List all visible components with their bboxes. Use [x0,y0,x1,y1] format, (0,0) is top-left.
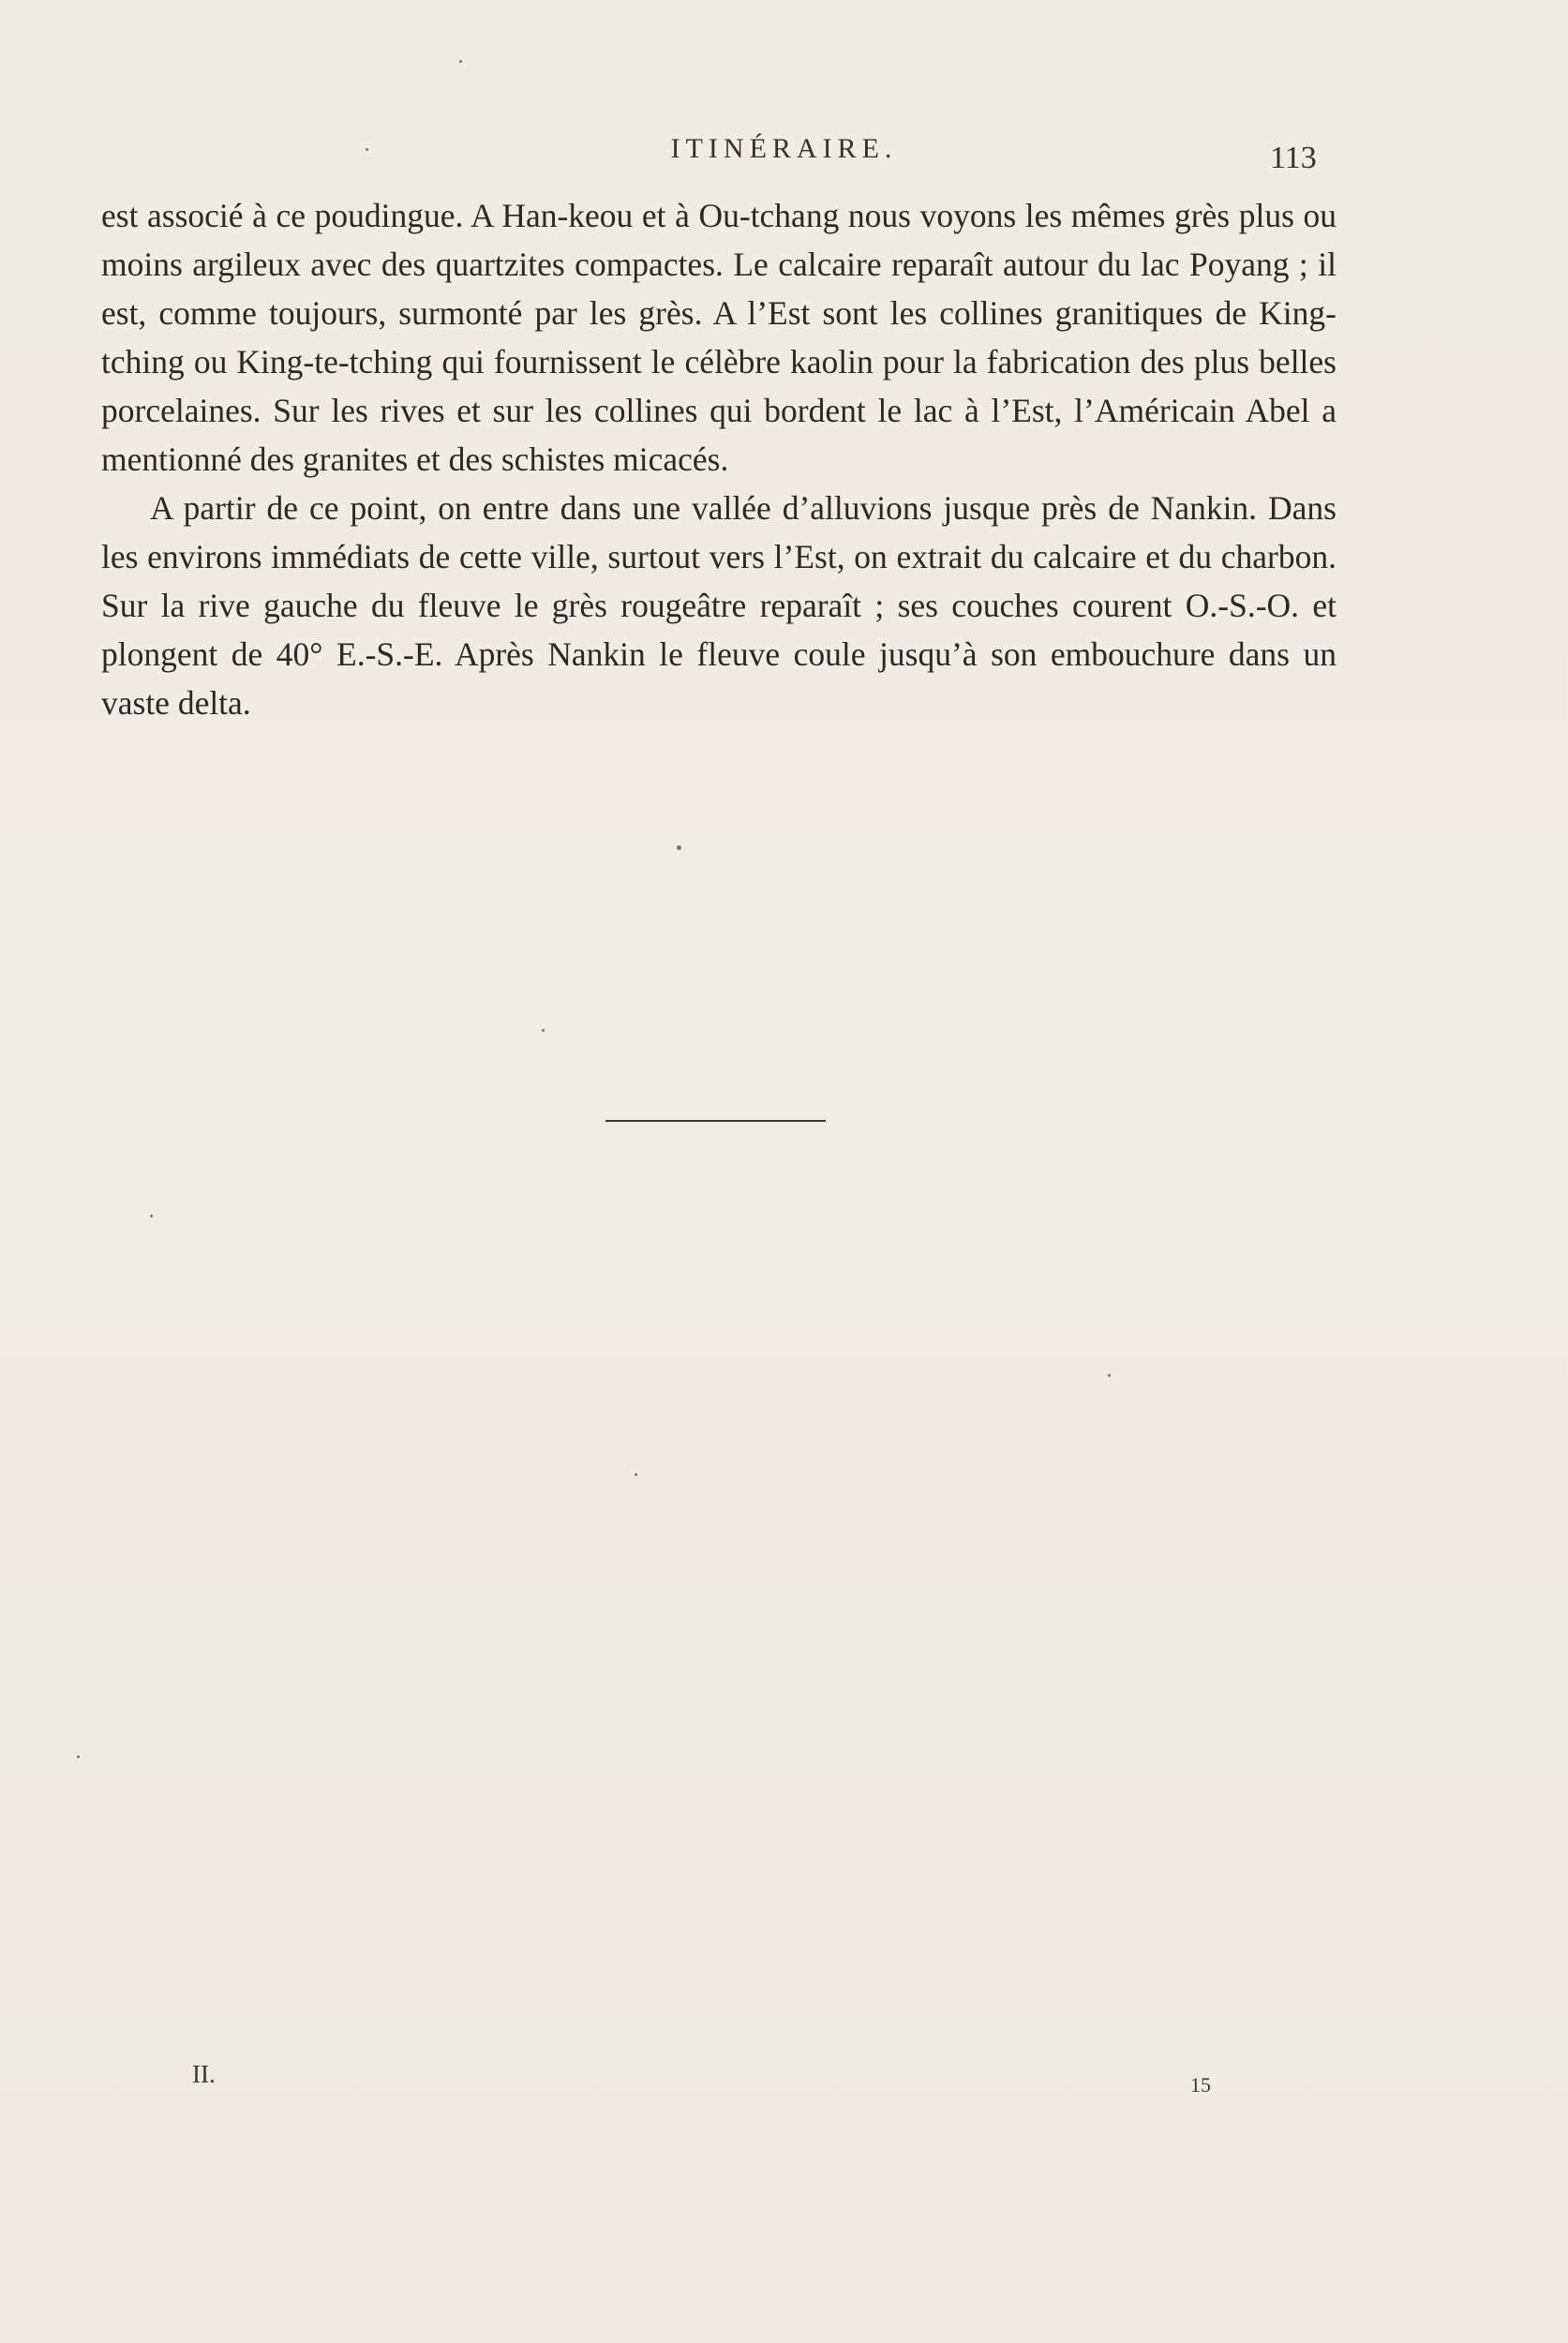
gathering-signature: 15 [1190,2073,1211,2097]
paper-speck [150,1215,153,1217]
paper-speck [459,60,462,63]
paper-speck [1108,1374,1111,1377]
paper-speck [366,148,368,151]
volume-signature: II. [192,2060,216,2088]
paper-speck [542,1029,545,1032]
page-number: 113 [1270,141,1317,175]
running-head: ITINÉRAIRE. [670,133,898,164]
body-text [101,191,1337,727]
paragraph-2: A partir de ce point, on entre dans une vallée d’alluvions jusque près de Nankin. Dans les environs immédiats de cette ville, surtout vers l’Est, on extrait du calcaire et du charbon. Sur la rive gauche du fleuve le grès rougeâtre reparaît ; ses couches courent O.-S.-O. et plongent de 40° E.-S.-E. Après Nankin le fleuve coule jusqu’à son embouchure dans un vaste delta. [101,489,1337,722]
section-end-rule [605,1120,826,1122]
paper-speck [77,1755,80,1758]
paper-speck [677,845,681,850]
paper-speck [635,1473,637,1476]
paragraph-1: est associé à ce poudingue. A Han-keou et à Ou-tchang nous voyons les mêmes grès plus ou moins argileux avec des quartzites compactes. Le calcaire reparaît autour du lac Poyang ; il est, comme toujours, surmonté par les grès. A l’Est sont les collines granitiques de King-tching ou King-te-tching qui fournissent le célèbre kaolin pour la fabrication des plus belles porcelaines. Sur les rives et sur les collines qui bordent le lac à l’Est, l’Américain Abel a mentionné des granites et des schistes micacés. [101,197,1337,478]
